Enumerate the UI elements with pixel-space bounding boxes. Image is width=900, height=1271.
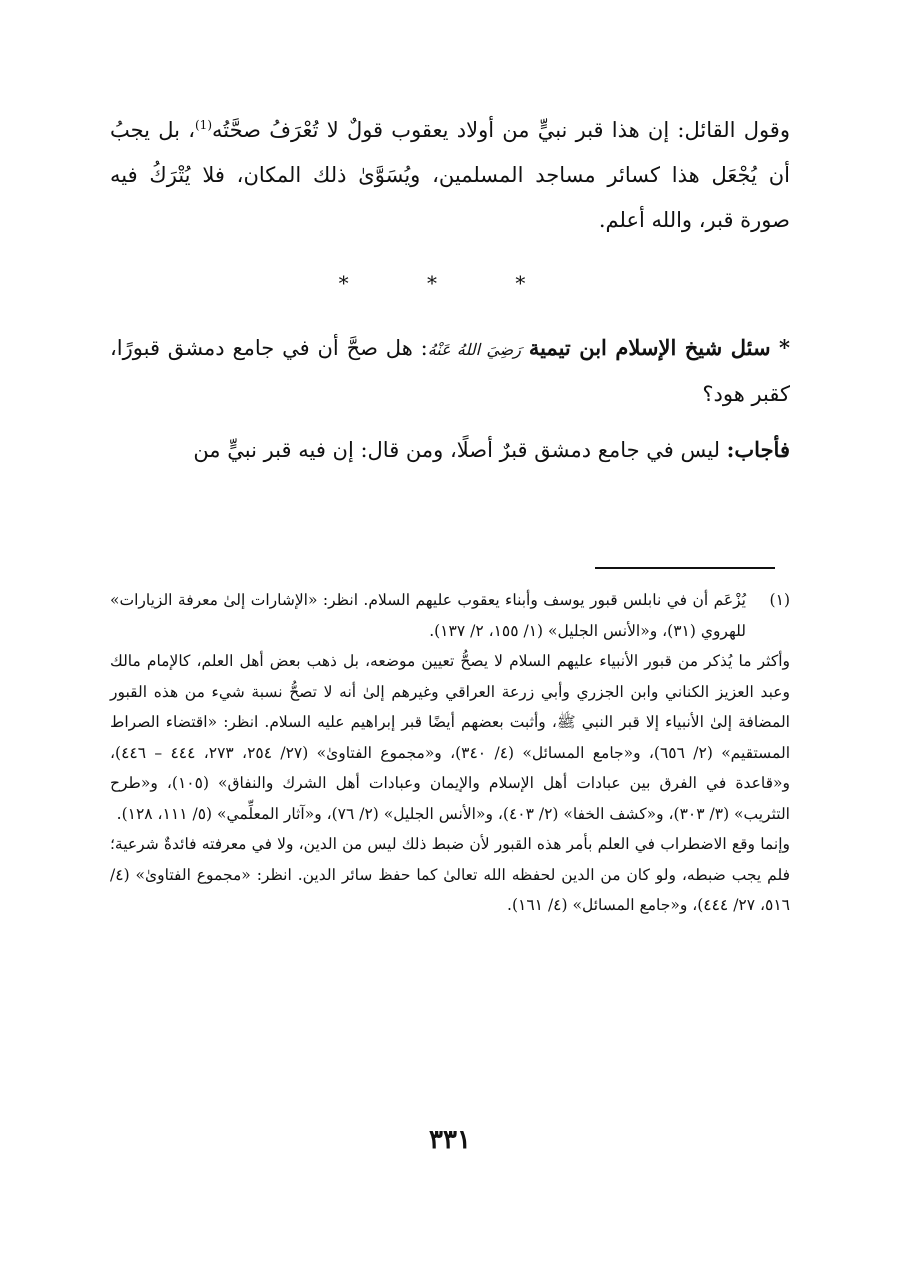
answer-text: ليس في جامع دمشق قبرٌ أصلًا، ومن قال: إن فيه قبر نبيٍّ من <box>193 438 727 462</box>
honorific-phrase: رَضِيَ اللهُ عَنْهُ <box>427 340 521 359</box>
footnote-reference: (1) <box>194 118 212 132</box>
footnote-1-paragraph-2: وأكثر ما يُذكر من قبور الأنبياء عليهم السلام لا يصحُّ تعيين موضعه، بل ذهب بعض أهل العلم، كالإمام مالك وعبد العزيز الكناني وابن الجزري وأبي زرعة العراقي وغيرهم إلىٰ أنه لا تصحُّ نسبة شيء من هذه القبور المضافة إلىٰ الأنبياء إلا قبر النبي ﷺ، وأثبت بعضهم أيضًا قبر إبراهيم عليه السلام. انظر: «اقتضاء الصراط المستقيم» (٢/ ٦٥٦)، و«جامع المسائل» (٤/ ٣٤٠)، و«مجموع الفتاوىٰ» (٢٧/ ٢٥٤، ٢٧٣، ٤٤٤ – ٤٤٦)، و«قاعدة في الفرق بين عبادات أهل الإسلام والإيمان وعبادات أهل الشرك والنفاق» (١٠٥)، و«طرح التثريب» (٣/ ٣٠٣)، و«كشف الخفا» (٢/ ٤٠٣)، و«الأنس الجليل» (٢/ ٧٦)، و«آثار المعلِّمي» (٥/ ١١١، ١٢٨). <box>110 652 791 823</box>
question-text: : هل صحَّ أن في جامع دمشق قبورًا، كقبر هود؟ <box>110 336 790 406</box>
footnote-1-text-1: يُزْعَم أن في نابلس قبور يوسف وأبناء يعقوب عليهم السلام. انظر: «الإشارات إلىٰ معرفة الزيارات» للهروي (٣١)، و«الأنس الجليل» (١/ ١٥٥، ٢/ ١٣٧). <box>110 591 746 640</box>
footnotes <box>110 585 790 921</box>
answer-lead: فأجاب: <box>726 437 790 462</box>
footnote-number: (١) <box>769 591 790 609</box>
main-text <box>110 108 790 473</box>
footnote-separator-rule <box>595 567 775 569</box>
question-paragraph <box>110 325 790 417</box>
footnote-1-paragraph-1 <box>110 585 790 646</box>
section-separator: * * * <box>338 271 562 295</box>
footnote-1-paragraph-3: وإنما وقع الاضطراب في العلم بأمر هذه القبور لأن ضبط ذلك ليس من الدين، ولا في معرفته فائدةٌ شرعية؛ فلم يجب ضبطه، ولو كان من الدين لحفظه الله تعالىٰ كما حفظ سائر الدين. انظر: «مجموع الفتاوىٰ» (٤/ ٥١٦، ٢٧/ ٤٤٤)، و«جامع المسائل» (٤/ ١٦١). <box>110 835 790 914</box>
paragraph-grave-claim <box>110 108 790 243</box>
paragraph-grave-claim-continuation: ، بل يجبُ أن يُجْعَل هذا كسائر مساجد المسلمين، ويُسَوَّىٰ ذلك المكان، فلا يُتْرَكُ فيه صورة قبر، والله أعلم. <box>110 118 790 232</box>
question-lead: * سئل شيخ الإسلام ابن تيمية <box>528 335 790 360</box>
answer-paragraph <box>110 427 790 473</box>
paragraph-grave-claim-text: وقول القائل: إن هذا قبر نبيٍّ من أولاد يعقوب قولٌ لا تُعْرَفُ صحَّتُه <box>212 118 790 142</box>
page-number: ٣٣١ <box>429 1125 471 1155</box>
